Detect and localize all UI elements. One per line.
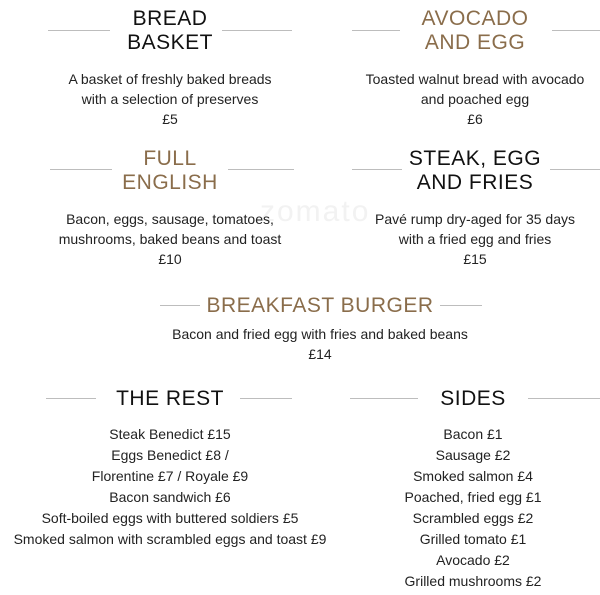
section-the-rest	[0, 387, 340, 550]
title-line: AND EGG	[424, 31, 526, 54]
the-rest-list	[0, 424, 340, 550]
list-item: Smoked salmon £4	[413, 468, 533, 484]
item-description	[0, 324, 600, 344]
description-line: with a fried egg and fries	[398, 231, 552, 247]
menu-item-bread-basket	[0, 7, 340, 129]
list-item: Grilled mushrooms £2	[404, 573, 542, 589]
list-item: Sausage £2	[435, 447, 511, 463]
list-item: Soft-boiled eggs with buttered soldiers £5	[41, 510, 299, 526]
menu-item-steak-egg-fries	[330, 147, 600, 269]
section-sides	[348, 387, 598, 592]
description-line: Bacon and fried egg with fries and baked beans	[172, 326, 468, 342]
item-price: £15	[463, 251, 487, 267]
item-description	[330, 69, 600, 109]
section-title	[0, 387, 340, 411]
list-item: Bacon sandwich £6	[109, 489, 231, 505]
title-line: BREAKFAST BURGER	[206, 294, 434, 317]
item-price: £5	[162, 111, 178, 127]
title-line: STEAK, EGG	[408, 147, 542, 170]
description-line: and poached egg	[420, 91, 530, 107]
item-description	[0, 209, 340, 249]
section-title	[348, 387, 598, 411]
list-item: Grilled tomato £1	[419, 531, 527, 547]
item-title	[0, 147, 340, 195]
item-title	[330, 7, 600, 55]
list-item: Steak Benedict £15	[109, 426, 231, 442]
list-item: Avocado £2	[436, 552, 510, 568]
title-line: AND FRIES	[416, 171, 534, 194]
item-price: £6	[467, 111, 483, 127]
title-line: ENGLISH	[122, 171, 218, 194]
menu-item-full-english	[0, 147, 340, 269]
title-line: BREAD	[132, 7, 208, 30]
list-item: Bacon £1	[443, 426, 503, 442]
description-line: Toasted walnut bread with avocado	[365, 71, 585, 87]
item-price: £10	[158, 251, 182, 267]
sides-list	[348, 424, 598, 592]
description-line: Pavé rump dry-aged for 35 days	[375, 211, 575, 227]
list-item: Eggs Benedict £8 /	[111, 447, 229, 463]
description-line: mushrooms, baked beans and toast	[58, 231, 282, 247]
item-price: £14	[308, 346, 332, 362]
list-item: Smoked salmon with scrambled eggs and toast £9	[13, 531, 327, 547]
list-item: Scrambled eggs £2	[412, 510, 534, 526]
item-title	[0, 294, 600, 318]
menu-item-avocado-egg	[330, 7, 600, 129]
title-line: BASKET	[127, 31, 213, 54]
title-line: AVOCADO	[421, 7, 529, 30]
item-description	[0, 69, 340, 109]
description-line: Bacon, eggs, sausage, tomatoes,	[66, 211, 274, 227]
list-item: Florentine £7 / Royale £9	[91, 468, 249, 484]
item-title	[0, 7, 340, 55]
list-item: Poached, fried egg £1	[404, 489, 542, 505]
item-description	[330, 209, 600, 249]
item-title	[330, 147, 600, 195]
watermark: zomato	[260, 195, 371, 228]
title-line: THE REST	[116, 387, 224, 410]
description-line: A basket of freshly baked breads	[68, 71, 272, 87]
description-line: with a selection of preserves	[81, 91, 259, 107]
title-line: SIDES	[440, 387, 506, 410]
title-line: FULL	[143, 147, 197, 170]
menu-item-breakfast-burger	[0, 294, 600, 364]
